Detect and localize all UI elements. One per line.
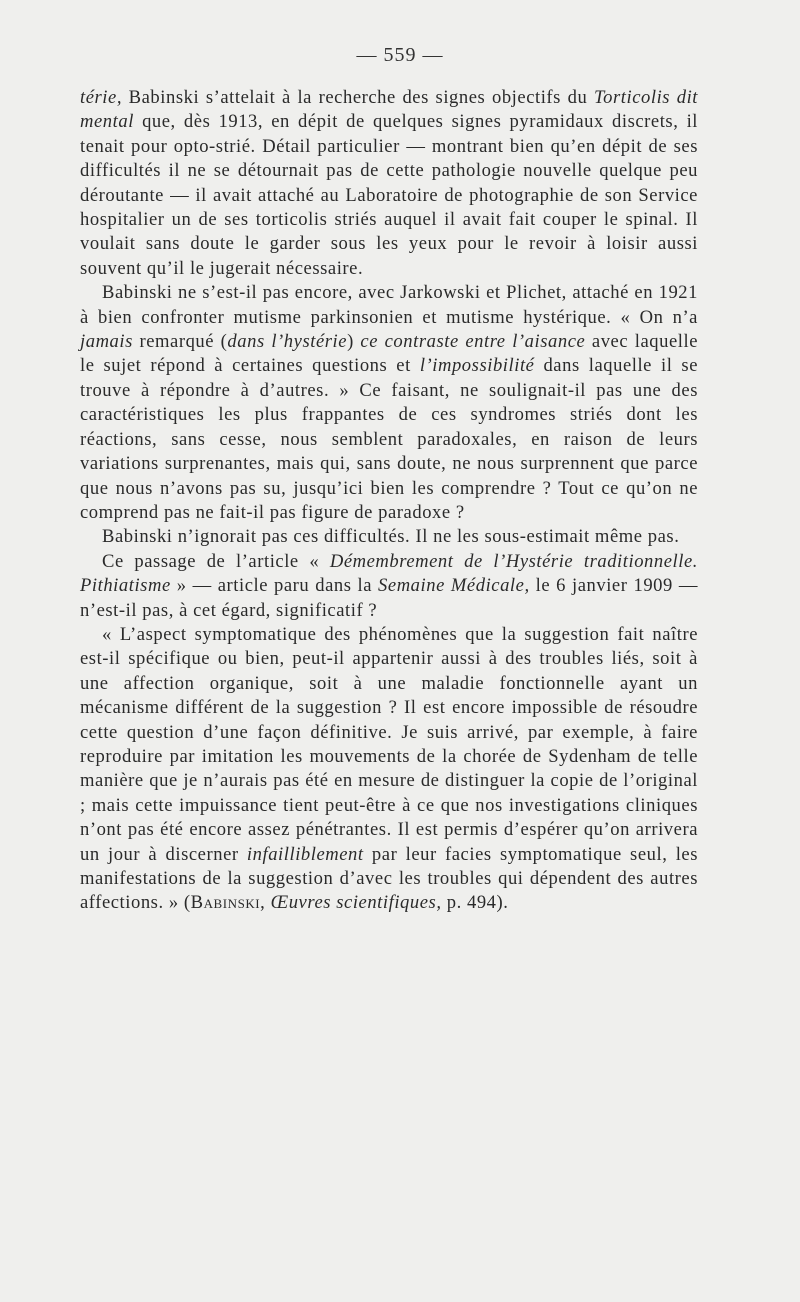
paragraph [80,550,698,623]
text-run: dans laquelle il se trouve à répondre à d’autres. » Ce faisant, ne soulignait-il pas une des caractéristiques les plus frappantes de ces syndromes striés dont les réactions, sans cesse, nous semblent paradoxales, en raison de leurs variations surprenantes, mais qui, sans doute, ne nous surprennent que parce que nous n’avons pas su, jusqu’ici bien les comprendre ? Tout ce qu’on ne comprend pas ne fait-il pas figure de paradoxe ? [80,355,698,523]
text-run: ) [347,331,361,353]
text-run: par leur facies symptomatique seul, les manifestations de la suggestion d’avec les troubles qui dépendent des autres affections. » ( [80,843,699,914]
text-run: » — article paru dans la [170,575,379,597]
page-number: — 559 — [356,44,444,66]
text-run: avec laquelle le sujet répond à certaines questions et [80,331,698,377]
text-run: Babinski s’attelait à la recherche des signes objectifs du [122,87,594,108]
paragraph [80,623,698,916]
italic-run: infailliblement [246,843,364,865]
italic-run: l’impossibilité [419,355,535,377]
paragraph [80,525,698,549]
italic-run: ce contraste entre l’aisance [360,331,586,353]
paragraph [80,281,698,525]
text-run: que, dès 1913, en dépit de quelques signes pyramidaux discrets, il tenait pour opto-strié. Détail particulier — montrant bien qu’en dépit de ses difficultés il ne se détournait pas de cette pathologie nouvelle quelque peu déroutante — il avait attaché au Laboratoire de photographie de son Service hospitalier un de ses torticolis striés auquel il avait fait couper le spinal. Il voulait sans doute le garder sous les yeux pour le revoir à loisir aussi souvent qu’il le jugerait nécessaire. [80,111,698,279]
small-caps-run: Babinski, [190,892,266,914]
text-run: Babinski ne s’est-il pas encore, avec Jarkowski et Plichet, attaché en 1921 à bien confronter mutisme parkinsonien et mutisme hystérique. « On n’a [80,282,698,328]
italic-run: Torticolis dit mental [80,87,698,133]
text-run: remarqué ( [132,331,228,353]
italic-run: Semaine Médicale, [378,575,530,597]
text-run: Babinski n’ignorait pas ces difficultés. Il ne les sous-estimait même pas. [102,526,680,548]
italic-run: Œuvres scientifiques, [270,892,442,914]
italic-run: Démembrement de l’Hystérie traditionnelle. Pithiatisme [80,550,698,597]
text-run: p. 494). [441,892,509,914]
paragraph [80,86,698,281]
text-run: « L’aspect symptomatique des phénomènes que la suggestion fait naître est-il spécifique ou bien, peut-il appartenir aussi à des troubles liés, soit à une affection organique, soit à une maladie fonctionnelle ayant un mécanisme différent de la suggestion ? Il est encore impossible de résoudre cette question d’une façon définitive. Je suis arrivé, par exemple, à faire reproduire par imitation les mouvements de la chorée de Sydenham de telle manière que je n’aurais pas été en mesure de distinguer la copie de l’original ; mais cette impuissance tient peut-être à ce que nos investigations cliniques n’ont pas été encore assez pénétrantes. Il est permis d’espérer qu’on arrivera un jour à discerner [80,623,698,865]
text-run: Ce passage de l’article « [102,550,330,572]
text-run: le 6 janvier 1909 — n’est-il pas, à cet égard, significatif ? [80,575,698,621]
italic-run: jamais [80,331,133,353]
italic-run: dans l’hystérie [227,331,348,353]
body-text [80,86,698,916]
italic-run: térie, [80,87,123,108]
